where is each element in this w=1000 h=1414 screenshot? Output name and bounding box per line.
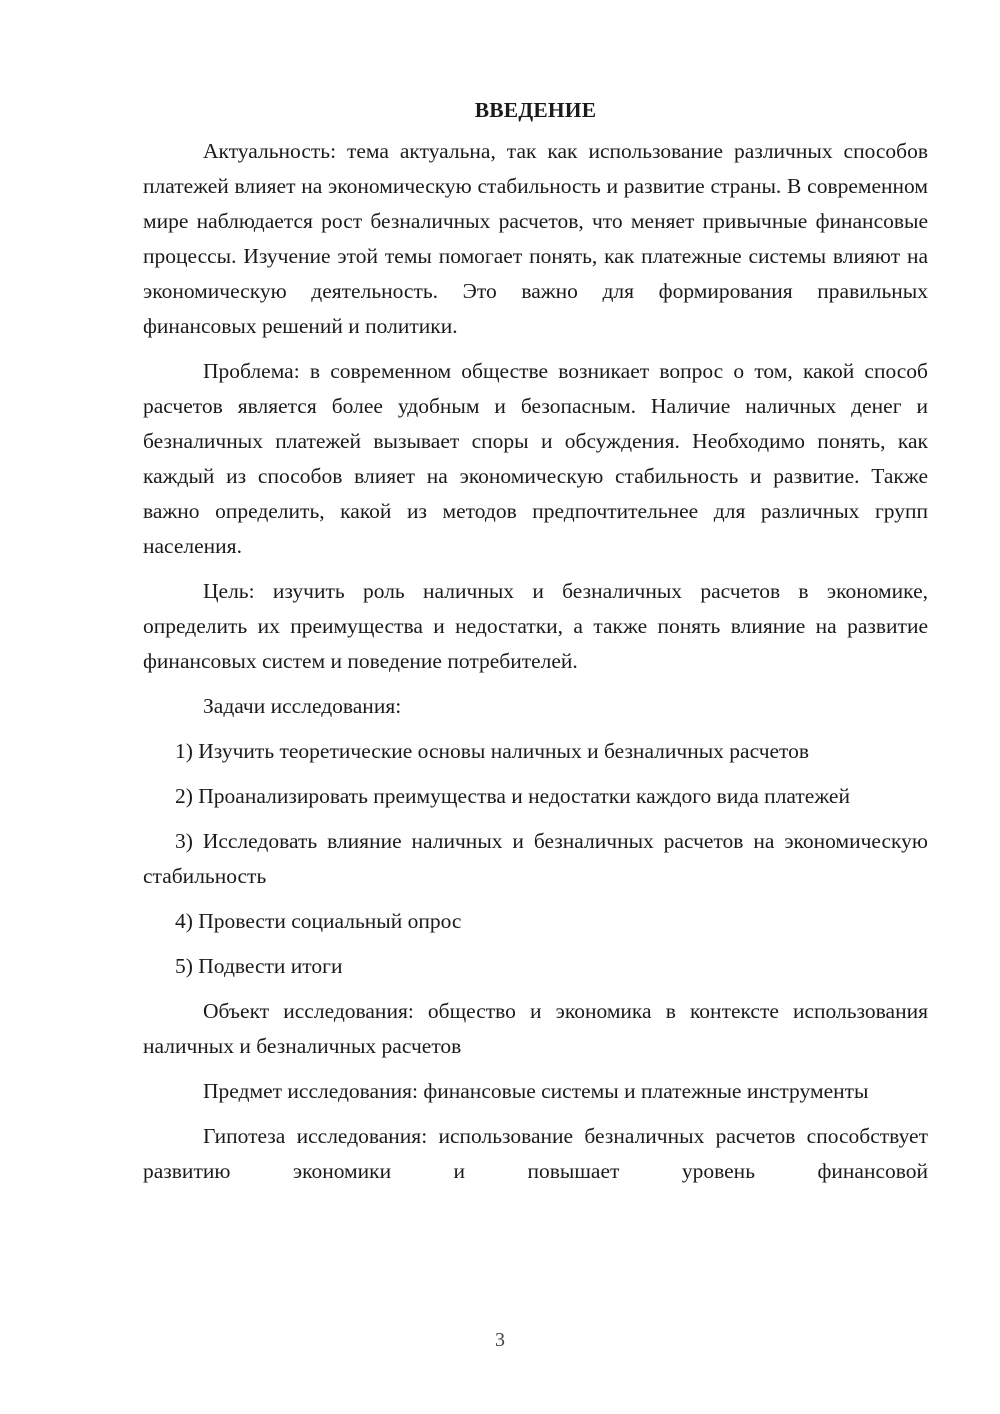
task-item: 1) Изучить теоретические основы наличных и безналичных расчетов: [175, 739, 810, 763]
tasks-heading: Задачи исследования:: [203, 694, 402, 718]
problem-paragraph: Проблема: в современном обществе возникает вопрос о том, какой способ расчетов является более удобным и безопасным. Наличие наличных денег и безналичных платежей вызывает споры и обсуждения. Необходимо понять, как каждый из способов влияет на экономическую стабильность и развитие. Также важно определить, какой из методов предпочтительнее для различных групп населения.: [143, 359, 928, 558]
document-page: [143, 93, 928, 1199]
goal-paragraph: Цель: изучить роль наличных и безналичных расчетов в экономике, определить их преимущества и недостатки, а также понять влияние на развитие финансовых систем и поведение потребителей.: [143, 579, 928, 673]
hypothesis-paragraph: Гипотеза исследования: использование безналичных расчетов способствует развитию экономики и повышает уровень финансовой: [143, 1124, 928, 1183]
object-paragraph: Объект исследования: общество и экономика в контексте использования наличных и безналичных расчетов: [143, 999, 928, 1058]
task-item: 2) Проанализировать преимущества и недостатки каждого вида платежей: [175, 784, 850, 808]
page-title: ВВЕДЕНИЕ: [474, 98, 597, 122]
task-item: 3) Исследовать влияние наличных и безналичных расчетов на экономическую стабильность: [143, 829, 928, 888]
subject-paragraph: Предмет исследования: финансовые системы и платежные инструменты: [203, 1079, 869, 1103]
relevance-paragraph: Актуальность: тема актуальна, так как использование различных способов платежей влияет на экономическую стабильность и развитие страны. В современном мире наблюдается рост безналичных расчетов, что меняет привычные финансовые процессы. Изучение этой темы помогает понять, как платежные системы влияют на экономическую деятельность. Это важно для формирования правильных финансовых решений и политики.: [143, 139, 928, 338]
page-number: 3: [495, 1329, 505, 1351]
task-item: 5) Подвести итоги: [175, 954, 343, 978]
task-item: 4) Провести социальный опрос: [175, 909, 462, 933]
